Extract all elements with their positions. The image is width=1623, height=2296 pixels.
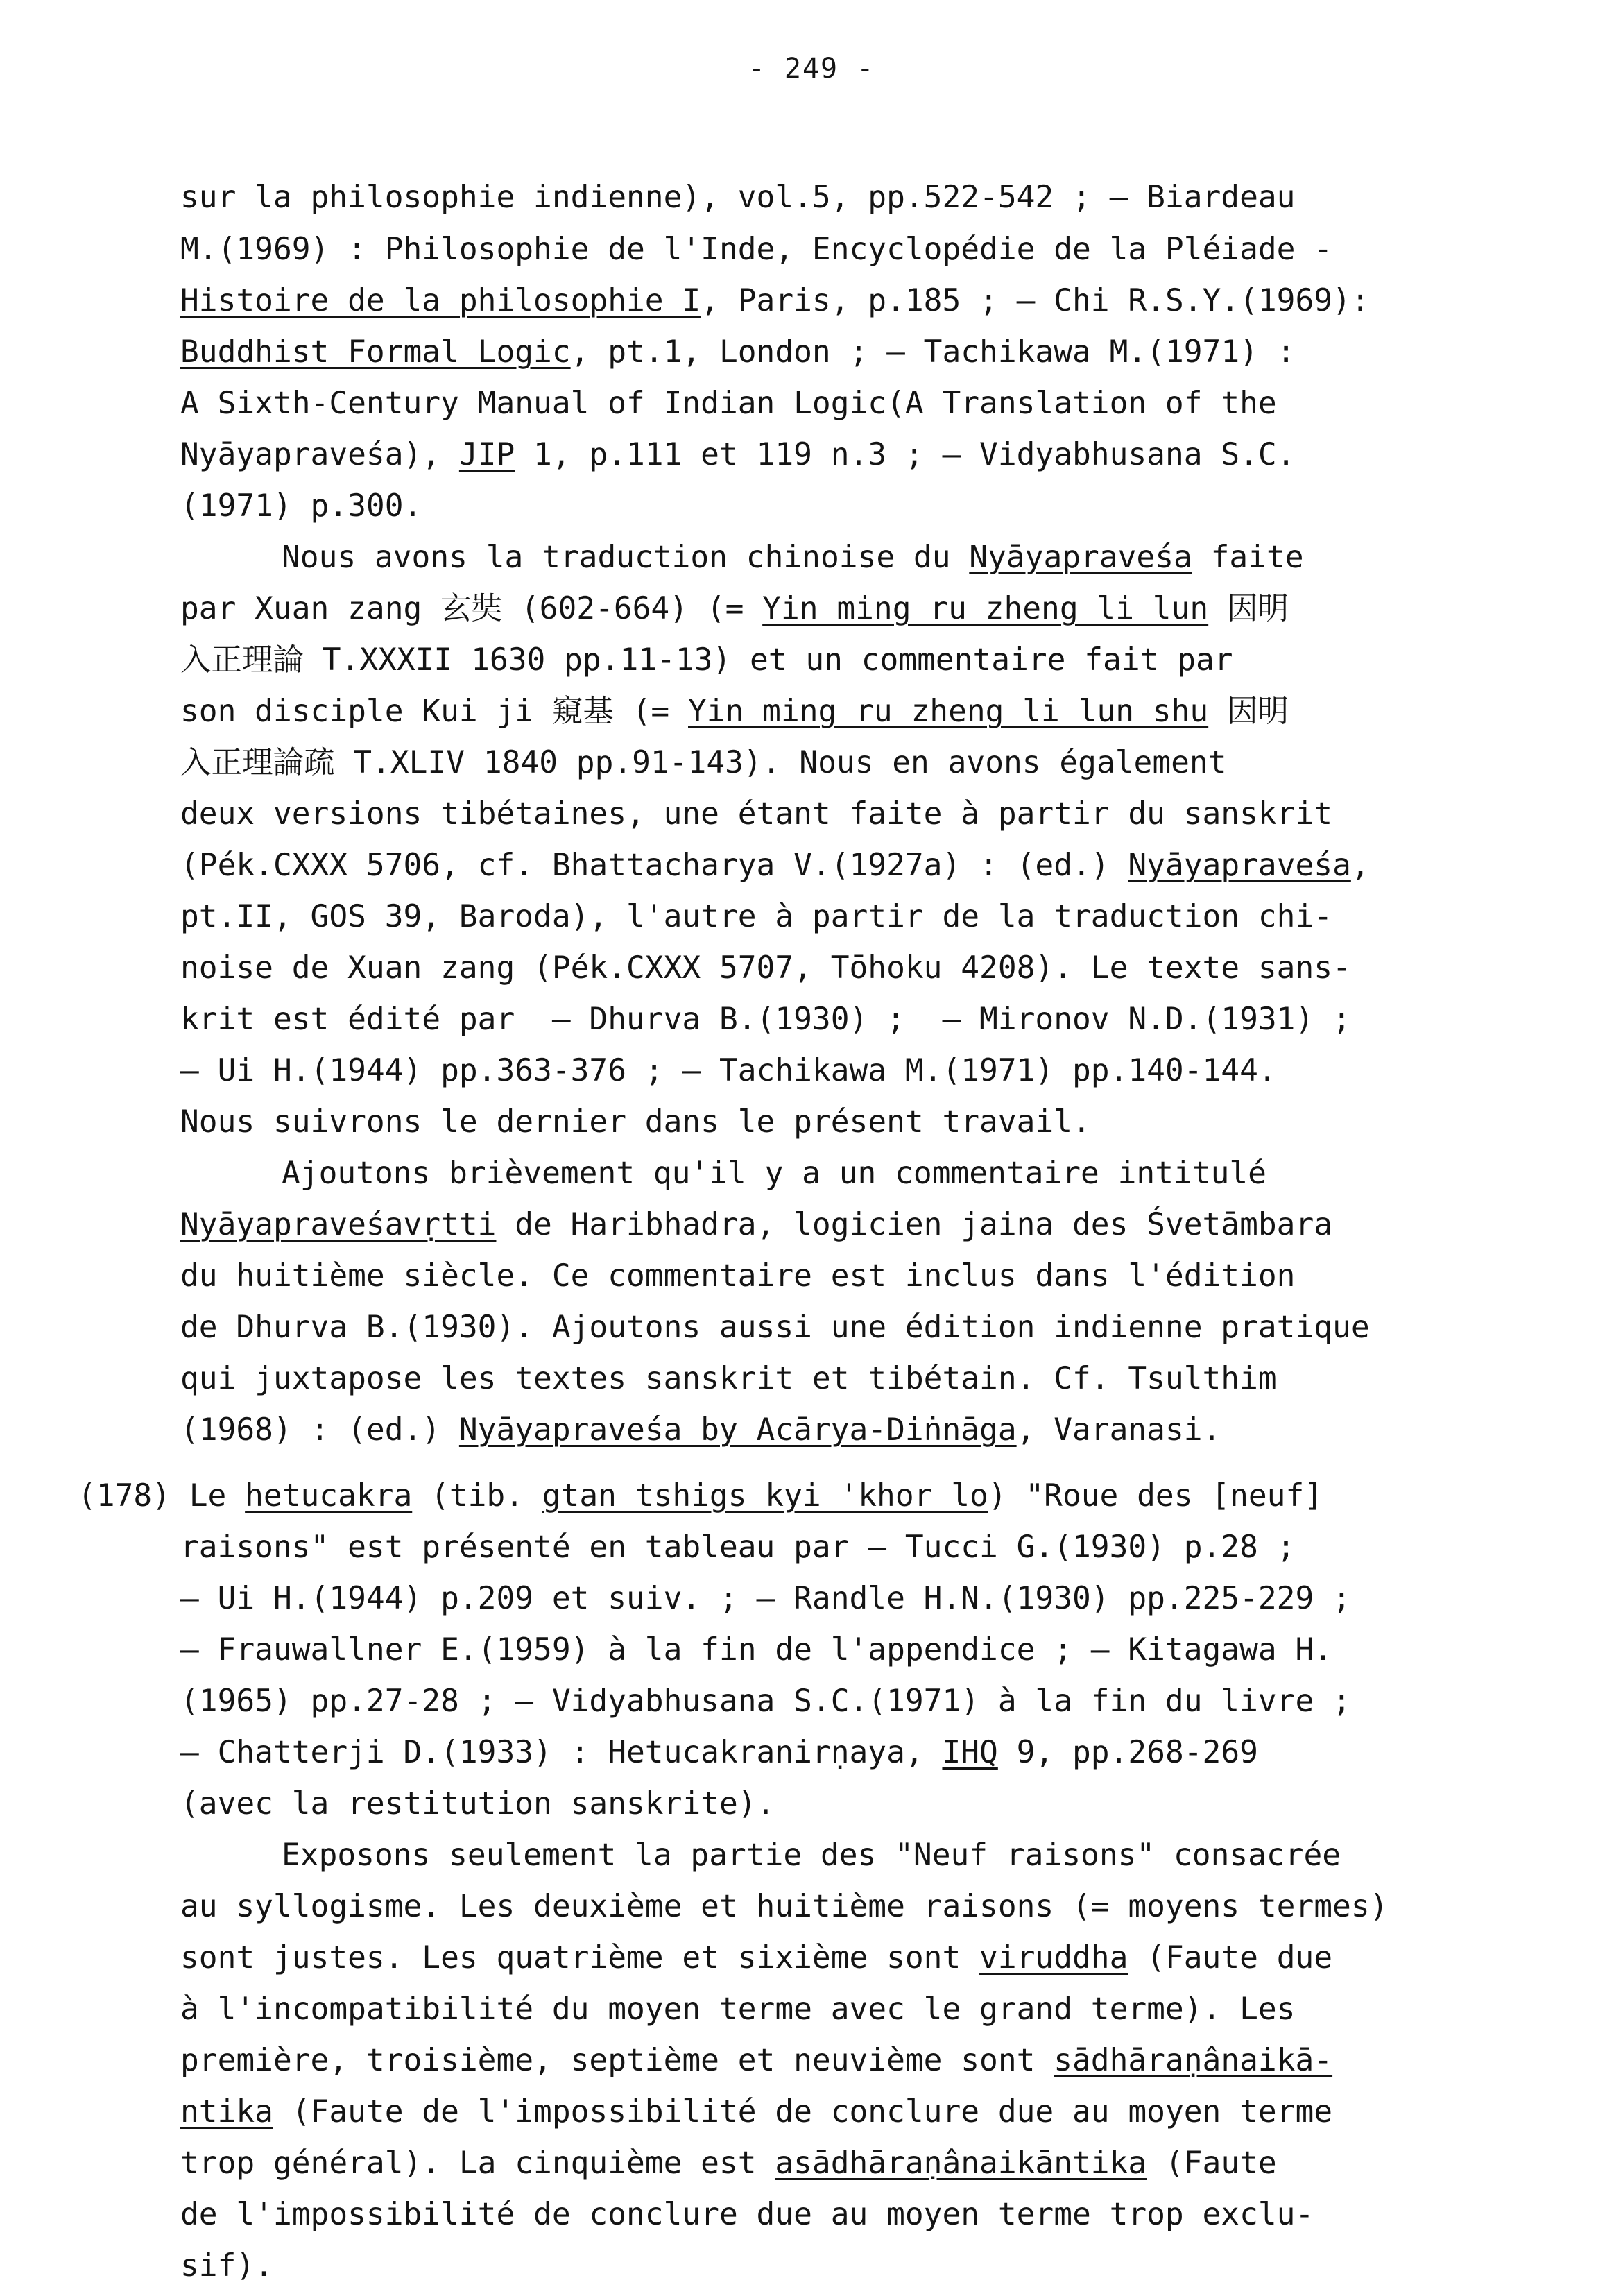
text-run: qui juxtapose les textes sanskrit et tibétain. Cf. Tsulthim: [180, 1361, 1277, 1396]
text-line: [180, 2245, 273, 2287]
underlined-term: Nyāyapraveśa: [1128, 848, 1351, 883]
text-line: [180, 999, 1351, 1040]
text-run: (Faute: [1147, 2145, 1277, 2181]
text-run: , Paris, p.185 ; — Chi R.S.Y.(1969):: [701, 283, 1370, 318]
text-run: de Dhurva B.(1930). Ajoutons aussi une édition indienne pratique: [180, 1310, 1370, 1345]
text-line: [180, 1358, 1277, 1400]
text-run: (Faute due: [1128, 1940, 1333, 1976]
text-run: (Faute de l'impossibilité de conclure due au moyen terme: [273, 2094, 1333, 2130]
text-run: krit est édité par — Dhurva B.(1930) ; — Mironov N.D.(1931) ;: [180, 1002, 1351, 1037]
text-line: [180, 1527, 1295, 1568]
text-run: Nous avons la traduction chinoise du: [282, 540, 970, 575]
text-run: , pt.1, London ; — Tachikawa M.(1971) :: [570, 334, 1296, 370]
text-line: [180, 2194, 1314, 2236]
underlined-term: sādhāraṇânaikā-: [1054, 2043, 1333, 2078]
page-number: - 249 -: [748, 53, 875, 85]
text-run: , Varanasi.: [1016, 1412, 1221, 1448]
text-line: [180, 640, 1233, 681]
underlined-term: JIP: [458, 437, 515, 472]
text-run: raisons" est présenté en tableau par — Tucci G.(1930) p.28 ;: [180, 1530, 1296, 1565]
text-run: 因明: [1208, 591, 1289, 626]
text-run: ,: [1350, 848, 1370, 883]
text-line: [180, 1307, 1370, 1348]
text-line: [180, 434, 1295, 476]
text-line: [180, 1050, 1277, 1092]
text-run: 因明: [1208, 694, 1289, 729]
text-run: sont justes. Les quatrième et sixième sont: [180, 1940, 980, 1976]
text-line: [180, 691, 1289, 733]
text-run: deux versions tibétaines, une étant faite à partir du sanskrit: [180, 796, 1333, 832]
text-line: [180, 1732, 1258, 1774]
text-run: de Haribhadra, logicien jaina des Śvetāmbara: [496, 1207, 1333, 1242]
text-run: Nous suivrons le dernier dans le présent travail.: [180, 1104, 1091, 1140]
text-run: — Ui H.(1944) p.209 et suiv. ; — Randle H.N.(1930) pp.225-229 ;: [180, 1581, 1351, 1616]
underlined-term: Buddhist Formal Logic: [180, 334, 571, 370]
text-run: 1, p.111 et 119 n.3 ; — Vidyabhusana S.C.: [515, 437, 1296, 472]
underlined-term: gtan tshigs kyi 'khor lo: [542, 1478, 988, 1514]
text-line: [180, 332, 1295, 373]
underlined-term: Yin ming ru zheng li lun: [762, 591, 1209, 626]
underlined-term: viruddha: [979, 1940, 1128, 1976]
text-line: [180, 1629, 1332, 1671]
text-line: [180, 1886, 1388, 1928]
text-line: [180, 1102, 1091, 1143]
text-line: [180, 2040, 1332, 2082]
text-line: [180, 1578, 1351, 1620]
text-run: Exposons seulement la partie des "Neuf raisons" consacrée: [282, 1837, 1341, 1873]
text-line: [282, 1153, 1266, 1194]
underlined-term: Histoire de la philosophie I: [180, 283, 701, 318]
text-run: du huitième siècle. Ce commentaire est inclus dans l'édition: [180, 1258, 1296, 1294]
underlined-term: Nyāyapraveśa: [969, 540, 1192, 575]
text-run: — Chatterji D.(1933) : Hetucakranirṇaya,: [180, 1735, 943, 1770]
text-run: par Xuan zang 玄奘 (602-664) (=: [180, 591, 763, 626]
underlined-term: Yin ming ru zheng li lun shu: [688, 694, 1209, 729]
text-run: A Sixth-Century Manual of Indian Logic(A Translation of the: [180, 386, 1277, 421]
text-run: à l'incompatibilité du moyen terme avec le grand terme). Les: [180, 1991, 1296, 2027]
text-run: sur la philosophie indienne), vol.5, pp.522-542 ; — Biardeau: [180, 180, 1296, 215]
text-line: [180, 2091, 1332, 2133]
text-line: [180, 229, 1332, 271]
text-run: 9, pp.268-269: [997, 1735, 1258, 1770]
text-run: son disciple Kui ji 窺基 (=: [180, 694, 688, 729]
text-run: faite: [1192, 540, 1304, 575]
text-run: (1965) pp.27-28 ; — Vidyabhusana S.C.(1971) à la fin du livre ;: [180, 1684, 1351, 1719]
underlined-term: hetucakra: [245, 1478, 413, 1514]
text-line: [180, 383, 1277, 425]
text-line: [180, 1681, 1351, 1722]
text-line: [180, 1783, 775, 1825]
text-run: pt.II, GOS 39, Baroda), l'autre à partir de la traduction chi-: [180, 899, 1333, 934]
text-line: [180, 1937, 1332, 1979]
text-run: M.(1969) : Philosophie de l'Inde, Encyclopédie de la Pléiade -: [180, 232, 1333, 267]
text-run: trop général). La cinquième est: [180, 2145, 775, 2181]
text-run: (1971) p.300.: [180, 488, 422, 524]
underlined-term: IHQ: [942, 1735, 998, 1770]
text-run: de l'impossibilité de conclure due au moyen terme trop exclu-: [180, 2197, 1314, 2232]
text-run: — Frauwallner E.(1959) à la fin de l'appendice ; — Kitagawa H.: [180, 1632, 1333, 1668]
text-line: [180, 742, 1226, 784]
text-line: [180, 948, 1351, 989]
text-line: [180, 280, 1370, 322]
text-line: [180, 896, 1332, 938]
text-run: — Ui H.(1944) pp.363-376 ; — Tachikawa M.(1971) pp.140-144.: [180, 1053, 1277, 1088]
text-line: [180, 486, 422, 527]
text-run: Nyāyapraveśa),: [180, 437, 459, 472]
underlined-term: ntika: [180, 2094, 273, 2130]
text-line: [180, 1204, 1332, 1246]
text-line: [282, 1835, 1341, 1876]
text-run: Ajoutons brièvement qu'il y a un commentaire intitulé: [282, 1156, 1266, 1191]
text-line: [180, 177, 1295, 219]
text-line: [78, 1475, 1323, 1517]
text-run: au syllogisme. Les deuxième et huitième raisons (= moyens termes): [180, 1889, 1389, 1924]
text-run: 入正理論 T.XXXII 1630 pp.11-13) et un commentaire fait par: [180, 642, 1233, 678]
text-run: (avec la restitution sanskrite).: [180, 1786, 775, 1822]
text-line: [180, 1989, 1295, 2030]
text-line: [180, 794, 1332, 835]
text-run: première, troisième, septième et neuvième sont: [180, 2043, 1054, 2078]
text-run: 入正理論疏 T.XLIV 1840 pp.91-143). Nous en avons également: [180, 745, 1227, 780]
underlined-term: asādhāraṇânaikāntika: [775, 2145, 1147, 2181]
text-line: [180, 1410, 1221, 1451]
underlined-term: Nyāyapraveśa by Acārya-Diṅnāga: [458, 1412, 1017, 1448]
text-run: (1968) : (ed.): [180, 1412, 459, 1448]
text-run: ) "Roue des [neuf]: [988, 1478, 1323, 1514]
text-run: (178) Le: [78, 1478, 246, 1514]
underlined-term: Nyāyapraveśavṛtti: [180, 1207, 497, 1242]
text-line: [180, 845, 1370, 886]
text-line: [282, 537, 1304, 579]
text-line: [180, 1256, 1295, 1297]
text-line: [180, 2143, 1277, 2184]
text-line: [180, 588, 1289, 630]
text-run: (Pék.CXXX 5706, cf. Bhattacharya V.(1927a) : (ed.): [180, 848, 1128, 883]
text-run: noise de Xuan zang (Pék.CXXX 5707, Tōhoku 4208). Le texte sans-: [180, 950, 1351, 986]
text-run: sif).: [180, 2248, 273, 2284]
text-run: (tib.: [412, 1478, 542, 1514]
